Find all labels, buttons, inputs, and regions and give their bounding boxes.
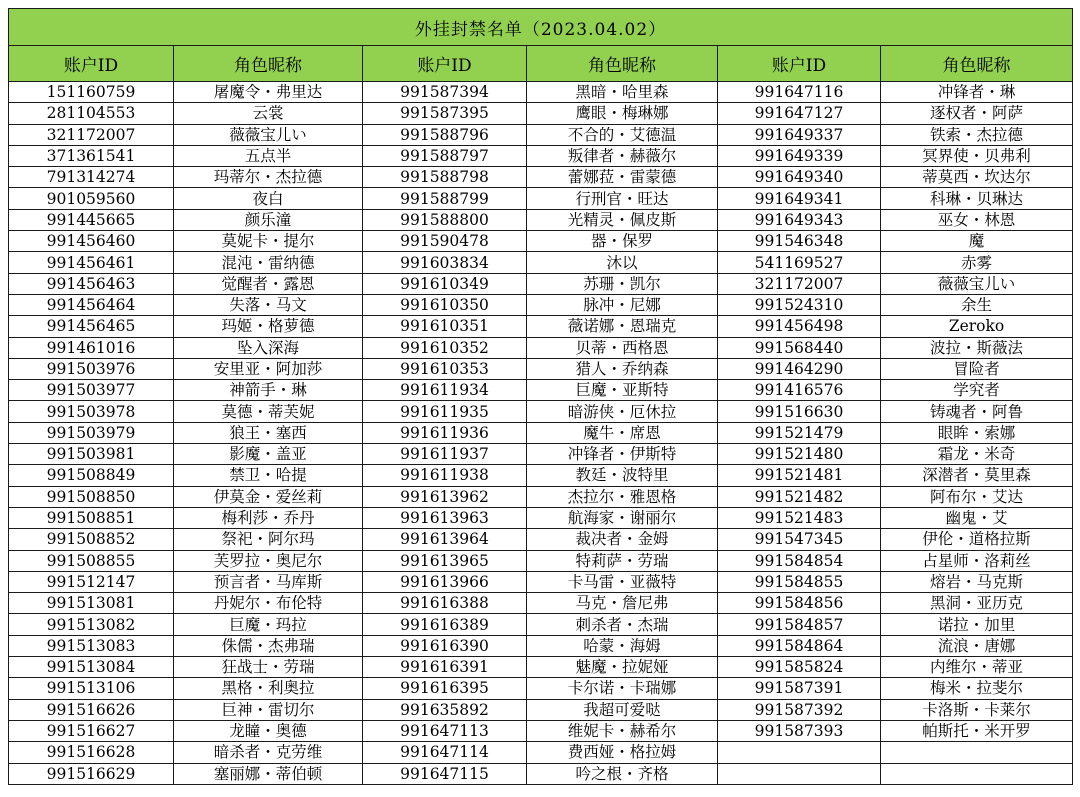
header-row: [9, 46, 1073, 82]
account-id-cell: 991587395: [363, 103, 527, 124]
nickname-cell: 薇薇宝儿い: [174, 124, 363, 145]
table-row: [9, 124, 1073, 145]
account-id-cell: 991516628: [9, 742, 174, 763]
account-id-cell: 991445665: [9, 209, 174, 230]
account-id-cell: 991503981: [9, 444, 174, 465]
nickname-cell: 预言者・马库斯: [174, 571, 363, 592]
nickname-cell: 梅利莎・乔丹: [174, 507, 363, 528]
account-id-cell: 991613963: [363, 507, 527, 528]
nickname-cell: [881, 763, 1073, 784]
nickname-cell: 占星师・洛莉丝: [881, 550, 1073, 571]
account-id-cell: 991613965: [363, 550, 527, 571]
nickname-cell: 我超可爱哒: [527, 699, 718, 720]
table-row: [9, 145, 1073, 166]
account-id-cell: 991590478: [363, 231, 527, 252]
nickname-cell: 波拉・斯薇法: [881, 337, 1073, 358]
account-id-cell: 991649337: [718, 124, 881, 145]
account-id-cell: 991611935: [363, 401, 527, 422]
table-row: [9, 422, 1073, 443]
account-id-cell: 991568440: [718, 337, 881, 358]
account-id-cell: [718, 742, 881, 763]
header-account-id: 账户ID: [718, 46, 881, 82]
table-row: [9, 358, 1073, 379]
account-id-cell: 991524310: [718, 294, 881, 315]
nickname-cell: 卡洛斯・卡莱尔: [881, 699, 1073, 720]
nickname-cell: 幽鬼・艾: [881, 507, 1073, 528]
nickname-cell: 玛蒂尔・杰拉德: [174, 167, 363, 188]
table-row: [9, 337, 1073, 358]
account-id-cell: 991513106: [9, 678, 174, 699]
nickname-cell: 狂战士・劳瑞: [174, 657, 363, 678]
account-id-cell: 991584854: [718, 550, 881, 571]
account-id-cell: 151160759: [9, 82, 174, 103]
account-id-cell: 991521481: [718, 465, 881, 486]
nickname-cell: 行刑官・旺达: [527, 188, 718, 209]
table-row: [9, 188, 1073, 209]
account-id-cell: 991585824: [718, 657, 881, 678]
nickname-cell: 莫德・蒂芙妮: [174, 401, 363, 422]
nickname-cell: 铸魂者・阿鲁: [881, 401, 1073, 422]
account-id-cell: [718, 763, 881, 784]
nickname-cell: 特莉萨・劳瑞: [527, 550, 718, 571]
nickname-cell: 丹妮尔・布伦特: [174, 593, 363, 614]
nickname-cell: 维妮卡・赫希尔: [527, 720, 718, 741]
account-id-cell: 991616395: [363, 678, 527, 699]
account-id-cell: 991611936: [363, 422, 527, 443]
nickname-cell: 坠入深海: [174, 337, 363, 358]
table-row: [9, 614, 1073, 635]
nickname-cell: 卡马雷・亚薇特: [527, 571, 718, 592]
nickname-cell: 颜乐潼: [174, 209, 363, 230]
nickname-cell: 觉醒者・露恩: [174, 273, 363, 294]
account-id-cell: 991503977: [9, 380, 174, 401]
account-id-cell: 991613962: [363, 486, 527, 507]
nickname-cell: 苏珊・凯尔: [527, 273, 718, 294]
nickname-cell: 云裳: [174, 103, 363, 124]
table-row: [9, 486, 1073, 507]
account-id-cell: 991587392: [718, 699, 881, 720]
nickname-cell: 暗游侠・厄休拉: [527, 401, 718, 422]
header-nickname: 角色昵称: [174, 46, 363, 82]
table-row: [9, 763, 1073, 784]
table-row: [9, 444, 1073, 465]
nickname-cell: 猎人・乔纳森: [527, 358, 718, 379]
table-row: [9, 550, 1073, 571]
table-row: [9, 657, 1073, 678]
table-row: [9, 231, 1073, 252]
nickname-cell: 帕斯托・米开罗: [881, 720, 1073, 741]
account-id-cell: 991513082: [9, 614, 174, 635]
table-row: [9, 635, 1073, 656]
account-id-cell: 991610352: [363, 337, 527, 358]
account-id-cell: 991613966: [363, 571, 527, 592]
nickname-cell: 失落・马文: [174, 294, 363, 315]
account-id-cell: 991613964: [363, 529, 527, 550]
nickname-cell: 混沌・雷纳德: [174, 252, 363, 273]
nickname-cell: 薇诺娜・恩瑞克: [527, 316, 718, 337]
nickname-cell: 冒险者: [881, 358, 1073, 379]
nickname-cell: 龙瞳・奥德: [174, 720, 363, 741]
account-id-cell: 991508855: [9, 550, 174, 571]
account-id-cell: 991584857: [718, 614, 881, 635]
nickname-cell: 霜龙・米奇: [881, 444, 1073, 465]
account-id-cell: 991512147: [9, 571, 174, 592]
account-id-cell: 991547345: [718, 529, 881, 550]
nickname-cell: Zeroko: [881, 316, 1073, 337]
table-row: [9, 529, 1073, 550]
table-row: [9, 571, 1073, 592]
nickname-cell: 塞丽娜・蒂伯顿: [174, 763, 363, 784]
account-id-cell: 991503979: [9, 422, 174, 443]
nickname-cell: 沐以: [527, 252, 718, 273]
nickname-cell: 卡尔诺・卡瑞娜: [527, 678, 718, 699]
account-id-cell: 991616389: [363, 614, 527, 635]
nickname-cell: 魅魔・拉妮娅: [527, 657, 718, 678]
nickname-cell: 冲锋者・琳: [881, 82, 1073, 103]
account-id-cell: 991516627: [9, 720, 174, 741]
account-id-cell: 991508850: [9, 486, 174, 507]
nickname-cell: 内维尔・蒂亚: [881, 657, 1073, 678]
nickname-cell: 诺拉・加里: [881, 614, 1073, 635]
account-id-cell: 991521480: [718, 444, 881, 465]
table-row: [9, 465, 1073, 486]
account-id-cell: 991610349: [363, 273, 527, 294]
account-id-cell: 991587394: [363, 82, 527, 103]
header-account-id: 账户ID: [9, 46, 174, 82]
account-id-cell: 991456463: [9, 273, 174, 294]
account-id-cell: 991611937: [363, 444, 527, 465]
nickname-cell: 影魔・盖亚: [174, 444, 363, 465]
account-id-cell: 991461016: [9, 337, 174, 358]
nickname-cell: 黑洞・亚历克: [881, 593, 1073, 614]
account-id-cell: 321172007: [9, 124, 174, 145]
account-id-cell: 991587391: [718, 678, 881, 699]
account-id-cell: 991546348: [718, 231, 881, 252]
nickname-cell: 狼王・塞西: [174, 422, 363, 443]
nickname-cell: 马克・詹尼弗: [527, 593, 718, 614]
account-id-cell: 991610351: [363, 316, 527, 337]
account-id-cell: 901059560: [9, 188, 174, 209]
account-id-cell: 991503978: [9, 401, 174, 422]
nickname-cell: 深潜者・莫里森: [881, 465, 1073, 486]
account-id-cell: 991516629: [9, 763, 174, 784]
nickname-cell: 眼眸・索娜: [881, 422, 1073, 443]
sheet-title: 外挂封禁名单（2023.04.02）: [9, 9, 1073, 46]
account-id-cell: 991508852: [9, 529, 174, 550]
nickname-cell: 航海家・谢丽尔: [527, 507, 718, 528]
nickname-cell: 薇薇宝儿い: [881, 273, 1073, 294]
nickname-cell: 科琳・贝琳达: [881, 188, 1073, 209]
nickname-cell: 余生: [881, 294, 1073, 315]
nickname-cell: 冥界使・贝弗利: [881, 145, 1073, 166]
nickname-cell: 杰拉尔・雅恩格: [527, 486, 718, 507]
nickname-cell: 神箭手・琳: [174, 380, 363, 401]
nickname-cell: 光精灵・佩皮斯: [527, 209, 718, 230]
nickname-cell: 巨神・雷切尔: [174, 699, 363, 720]
header-nickname: 角色昵称: [527, 46, 718, 82]
account-id-cell: 991647127: [718, 103, 881, 124]
nickname-cell: 阿布尔・艾达: [881, 486, 1073, 507]
account-id-cell: 991649341: [718, 188, 881, 209]
table-row: [9, 507, 1073, 528]
nickname-cell: 逐权者・阿萨: [881, 103, 1073, 124]
nickname-cell: 冲锋者・伊斯特: [527, 444, 718, 465]
nickname-cell: 屠魔令・弗里达: [174, 82, 363, 103]
nickname-cell: 教廷・波特里: [527, 465, 718, 486]
nickname-cell: 费西娅・格拉姆: [527, 742, 718, 763]
table-body: [9, 82, 1073, 785]
account-id-cell: 991616391: [363, 657, 527, 678]
nickname-cell: 蕾娜菈・雷蒙德: [527, 167, 718, 188]
table-row: [9, 720, 1073, 741]
account-id-cell: 991611938: [363, 465, 527, 486]
account-id-cell: 991649343: [718, 209, 881, 230]
account-id-cell: 991516626: [9, 699, 174, 720]
nickname-cell: 玛姬・格萝德: [174, 316, 363, 337]
nickname-cell: 巨魔・玛拉: [174, 614, 363, 635]
account-id-cell: 991649339: [718, 145, 881, 166]
nickname-cell: 安里亚・阿加莎: [174, 358, 363, 379]
account-id-cell: 991588798: [363, 167, 527, 188]
nickname-cell: 黑暗・哈里森: [527, 82, 718, 103]
account-id-cell: 991456498: [718, 316, 881, 337]
table-row: [9, 678, 1073, 699]
account-id-cell: 991635892: [363, 699, 527, 720]
nickname-cell: 伊伦・道格拉斯: [881, 529, 1073, 550]
account-id-cell: 991647113: [363, 720, 527, 741]
account-id-cell: 991456464: [9, 294, 174, 315]
nickname-cell: 暗杀者・克劳维: [174, 742, 363, 763]
nickname-cell: 芙罗拉・奥尼尔: [174, 550, 363, 571]
nickname-cell: 刺杀者・杰瑞: [527, 614, 718, 635]
table-row: [9, 82, 1073, 103]
account-id-cell: 991588796: [363, 124, 527, 145]
nickname-cell: 祭祀・阿尔玛: [174, 529, 363, 550]
nickname-cell: 巫女・林恩: [881, 209, 1073, 230]
account-id-cell: 991616388: [363, 593, 527, 614]
nickname-cell: 侏儒・杰弗瑞: [174, 635, 363, 656]
account-id-cell: 991508851: [9, 507, 174, 528]
nickname-cell: 哈蒙・海姆: [527, 635, 718, 656]
nickname-cell: 禁卫・哈提: [174, 465, 363, 486]
account-id-cell: 791314274: [9, 167, 174, 188]
nickname-cell: 不合的・艾德温: [527, 124, 718, 145]
account-id-cell: 991611934: [363, 380, 527, 401]
account-id-cell: 991647114: [363, 742, 527, 763]
title-row: [9, 9, 1073, 46]
nickname-cell: 鹰眼・梅琳娜: [527, 103, 718, 124]
table-row: [9, 401, 1073, 422]
nickname-cell: [881, 742, 1073, 763]
account-id-cell: 991456465: [9, 316, 174, 337]
account-id-cell: 991649340: [718, 167, 881, 188]
header-nickname: 角色昵称: [881, 46, 1073, 82]
account-id-cell: 991584856: [718, 593, 881, 614]
account-id-cell: 991588799: [363, 188, 527, 209]
account-id-cell: 991610350: [363, 294, 527, 315]
nickname-cell: 学究者: [881, 380, 1073, 401]
account-id-cell: 991584855: [718, 571, 881, 592]
account-id-cell: 991610353: [363, 358, 527, 379]
nickname-cell: 裁决者・金姆: [527, 529, 718, 550]
table-row: [9, 103, 1073, 124]
account-id-cell: 991516630: [718, 401, 881, 422]
account-id-cell: 371361541: [9, 145, 174, 166]
nickname-cell: 夜白: [174, 188, 363, 209]
table-row: [9, 167, 1073, 188]
table-row: [9, 742, 1073, 763]
nickname-cell: 莫妮卡・提尔: [174, 231, 363, 252]
account-id-cell: 281104553: [9, 103, 174, 124]
nickname-cell: 铁索・杰拉德: [881, 124, 1073, 145]
account-id-cell: 991647115: [363, 763, 527, 784]
nickname-cell: 蒂莫西・坎达尔: [881, 167, 1073, 188]
header-account-id: 账户ID: [363, 46, 527, 82]
nickname-cell: 五点半: [174, 145, 363, 166]
account-id-cell: 991513084: [9, 657, 174, 678]
table-row: [9, 593, 1073, 614]
nickname-cell: 黑格・利奥拉: [174, 678, 363, 699]
account-id-cell: 541169527: [718, 252, 881, 273]
account-id-cell: 991647116: [718, 82, 881, 103]
account-id-cell: 991521479: [718, 422, 881, 443]
nickname-cell: 脉冲・尼娜: [527, 294, 718, 315]
nickname-cell: 巨魔・亚斯特: [527, 380, 718, 401]
table-row: [9, 209, 1073, 230]
account-id-cell: 991587393: [718, 720, 881, 741]
table-row: [9, 294, 1073, 315]
table-row: [9, 699, 1073, 720]
account-id-cell: 321172007: [718, 273, 881, 294]
nickname-cell: 赤雾: [881, 252, 1073, 273]
nickname-cell: 熔岩・马克斯: [881, 571, 1073, 592]
nickname-cell: 吟之根・齐格: [527, 763, 718, 784]
table-row: [9, 273, 1073, 294]
account-id-cell: 991456461: [9, 252, 174, 273]
account-id-cell: 991503976: [9, 358, 174, 379]
ban-list-table: [8, 8, 1073, 785]
nickname-cell: 魔: [881, 231, 1073, 252]
account-id-cell: 991521483: [718, 507, 881, 528]
account-id-cell: 991513081: [9, 593, 174, 614]
nickname-cell: 魔牛・席恩: [527, 422, 718, 443]
account-id-cell: 991464290: [718, 358, 881, 379]
nickname-cell: 梅米・拉斐尔: [881, 678, 1073, 699]
account-id-cell: 991588797: [363, 145, 527, 166]
account-id-cell: 991616390: [363, 635, 527, 656]
nickname-cell: 伊莫金・爱丝莉: [174, 486, 363, 507]
nickname-cell: 器・保罗: [527, 231, 718, 252]
account-id-cell: 991508849: [9, 465, 174, 486]
table-row: [9, 252, 1073, 273]
table-row: [9, 316, 1073, 337]
account-id-cell: 991513083: [9, 635, 174, 656]
table-row: [9, 380, 1073, 401]
account-id-cell: 991416576: [718, 380, 881, 401]
nickname-cell: 贝蒂・西格恩: [527, 337, 718, 358]
account-id-cell: 991456460: [9, 231, 174, 252]
nickname-cell: 流浪・唐娜: [881, 635, 1073, 656]
account-id-cell: 991584864: [718, 635, 881, 656]
nickname-cell: 叛律者・赫薇尔: [527, 145, 718, 166]
account-id-cell: 991603834: [363, 252, 527, 273]
account-id-cell: 991521482: [718, 486, 881, 507]
account-id-cell: 991588800: [363, 209, 527, 230]
